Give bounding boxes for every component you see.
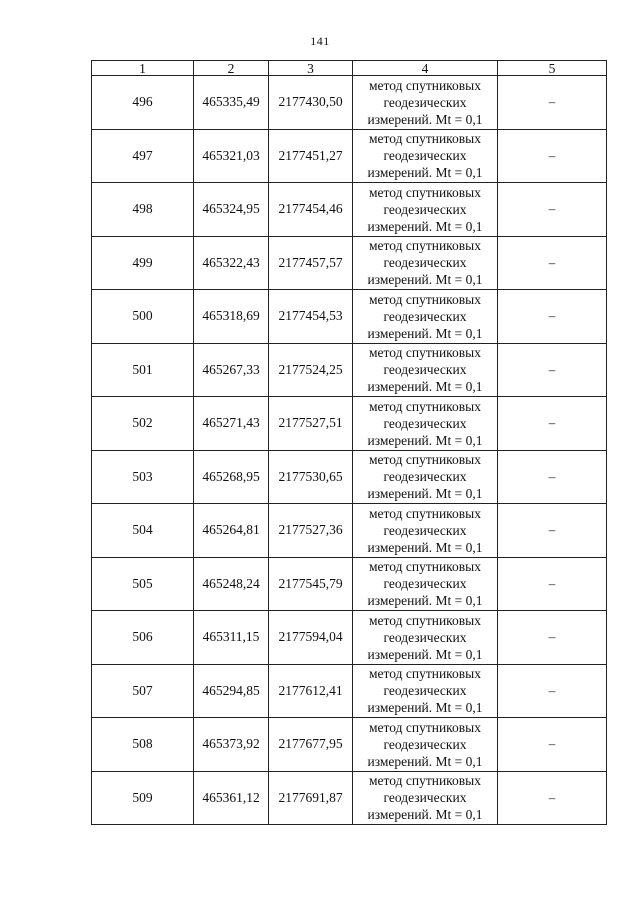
y-coordinate: 2177454,53 [269,290,353,344]
method-line: геодезических [383,362,467,378]
table-row [92,771,607,825]
method-line: метод спутниковых [369,184,481,200]
measurement-method [353,557,498,611]
measurement-method [353,343,498,397]
method-line: геодезических [383,94,467,110]
y-coordinate: 2177454,46 [269,183,353,237]
column-header: 5 [498,61,607,76]
x-coordinate: 465248,24 [194,557,269,611]
x-coordinate: 465335,49 [194,76,269,130]
method-line: измерений. Mt = 0,1 [367,325,483,341]
y-coordinate: 2177612,41 [269,664,353,718]
point-number: 508 [92,718,194,772]
point-number: 497 [92,129,194,183]
note-dash: – [498,611,607,665]
x-coordinate: 465264,81 [194,504,269,558]
method-line: измерений. Mt = 0,1 [367,379,483,395]
x-coordinate: 465321,03 [194,129,269,183]
y-coordinate: 2177594,04 [269,611,353,665]
point-number: 503 [92,450,194,504]
table-row [92,290,607,344]
x-coordinate: 465294,85 [194,664,269,718]
method-line: измерений. Mt = 0,1 [367,593,483,609]
y-coordinate: 2177530,65 [269,450,353,504]
note-dash: – [498,76,607,130]
method-line: измерений. Mt = 0,1 [367,111,483,127]
x-coordinate: 465268,95 [194,450,269,504]
column-header: 2 [194,61,269,76]
note-dash: – [498,397,607,451]
x-coordinate: 465373,92 [194,718,269,772]
y-coordinate: 2177524,25 [269,343,353,397]
table-header-row [92,61,607,76]
method-line: геодезических [383,576,467,592]
note-dash: – [498,183,607,237]
note-dash: – [498,236,607,290]
method-line: измерений. Mt = 0,1 [367,272,483,288]
method-line: геодезических [383,522,467,538]
method-line: метод спутниковых [369,559,481,575]
method-line: метод спутниковых [369,612,481,628]
method-line: измерений. Mt = 0,1 [367,807,483,823]
method-line: геодезических [383,308,467,324]
method-line: измерений. Mt = 0,1 [367,539,483,555]
method-line: измерений. Mt = 0,1 [367,432,483,448]
note-dash: – [498,343,607,397]
point-number: 509 [92,771,194,825]
page-number: 141 [310,34,330,48]
coordinates-table [91,60,607,825]
point-number: 498 [92,183,194,237]
measurement-method [353,718,498,772]
method-line: измерений. Mt = 0,1 [367,486,483,502]
measurement-method [353,236,498,290]
table-row [92,76,607,130]
x-coordinate: 465322,43 [194,236,269,290]
point-number: 504 [92,504,194,558]
table-row [92,343,607,397]
table-row [92,504,607,558]
method-line: измерений. Mt = 0,1 [367,700,483,716]
method-line: измерений. Mt = 0,1 [367,218,483,234]
point-number: 505 [92,557,194,611]
table-row [92,236,607,290]
point-number: 507 [92,664,194,718]
y-coordinate: 2177430,50 [269,76,353,130]
method-line: метод спутниковых [369,77,481,93]
table-row [92,129,607,183]
method-line: метод спутниковых [369,505,481,521]
x-coordinate: 465361,12 [194,771,269,825]
method-line: геодезических [383,201,467,217]
y-coordinate: 2177545,79 [269,557,353,611]
method-line: геодезических [383,629,467,645]
point-number: 496 [92,76,194,130]
method-line: геодезических [383,255,467,271]
note-dash: – [498,664,607,718]
method-line: метод спутниковых [369,131,481,147]
note-dash: – [498,557,607,611]
method-line: измерений. Mt = 0,1 [367,753,483,769]
column-header: 4 [353,61,498,76]
column-header: 1 [92,61,194,76]
x-coordinate: 465311,15 [194,611,269,665]
table-row [92,450,607,504]
x-coordinate: 465267,33 [194,343,269,397]
y-coordinate: 2177677,95 [269,718,353,772]
measurement-method [353,76,498,130]
measurement-method [353,504,498,558]
method-line: измерений. Mt = 0,1 [367,165,483,181]
measurement-method [353,771,498,825]
table-row [92,718,607,772]
point-number: 502 [92,397,194,451]
note-dash: – [498,129,607,183]
method-line: геодезических [383,790,467,806]
measurement-method [353,397,498,451]
method-line: измерений. Mt = 0,1 [367,646,483,662]
measurement-method [353,183,498,237]
note-dash: – [498,718,607,772]
y-coordinate: 2177457,57 [269,236,353,290]
y-coordinate: 2177691,87 [269,771,353,825]
table-body [92,76,607,825]
measurement-method [353,664,498,718]
point-number: 506 [92,611,194,665]
table-row [92,557,607,611]
x-coordinate: 465324,95 [194,183,269,237]
method-line: геодезических [383,148,467,164]
method-line: геодезических [383,683,467,699]
measurement-method [353,290,498,344]
method-line: метод спутниковых [369,773,481,789]
method-line: геодезических [383,469,467,485]
method-line: метод спутниковых [369,398,481,414]
point-number: 501 [92,343,194,397]
method-line: метод спутниковых [369,345,481,361]
x-coordinate: 465271,43 [194,397,269,451]
note-dash: – [498,504,607,558]
column-header: 3 [269,61,353,76]
point-number: 499 [92,236,194,290]
measurement-method [353,450,498,504]
x-coordinate: 465318,69 [194,290,269,344]
method-line: метод спутниковых [369,452,481,468]
measurement-method [353,129,498,183]
method-line: метод спутниковых [369,291,481,307]
method-line: метод спутниковых [369,238,481,254]
table-row [92,397,607,451]
y-coordinate: 2177527,51 [269,397,353,451]
note-dash: – [498,290,607,344]
method-line: метод спутниковых [369,666,481,682]
method-line: метод спутниковых [369,719,481,735]
table-row [92,664,607,718]
point-number: 500 [92,290,194,344]
measurement-method [353,611,498,665]
method-line: геодезических [383,736,467,752]
table-row [92,183,607,237]
note-dash: – [498,771,607,825]
table-row [92,611,607,665]
y-coordinate: 2177451,27 [269,129,353,183]
method-line: геодезических [383,415,467,431]
note-dash: – [498,450,607,504]
y-coordinate: 2177527,36 [269,504,353,558]
